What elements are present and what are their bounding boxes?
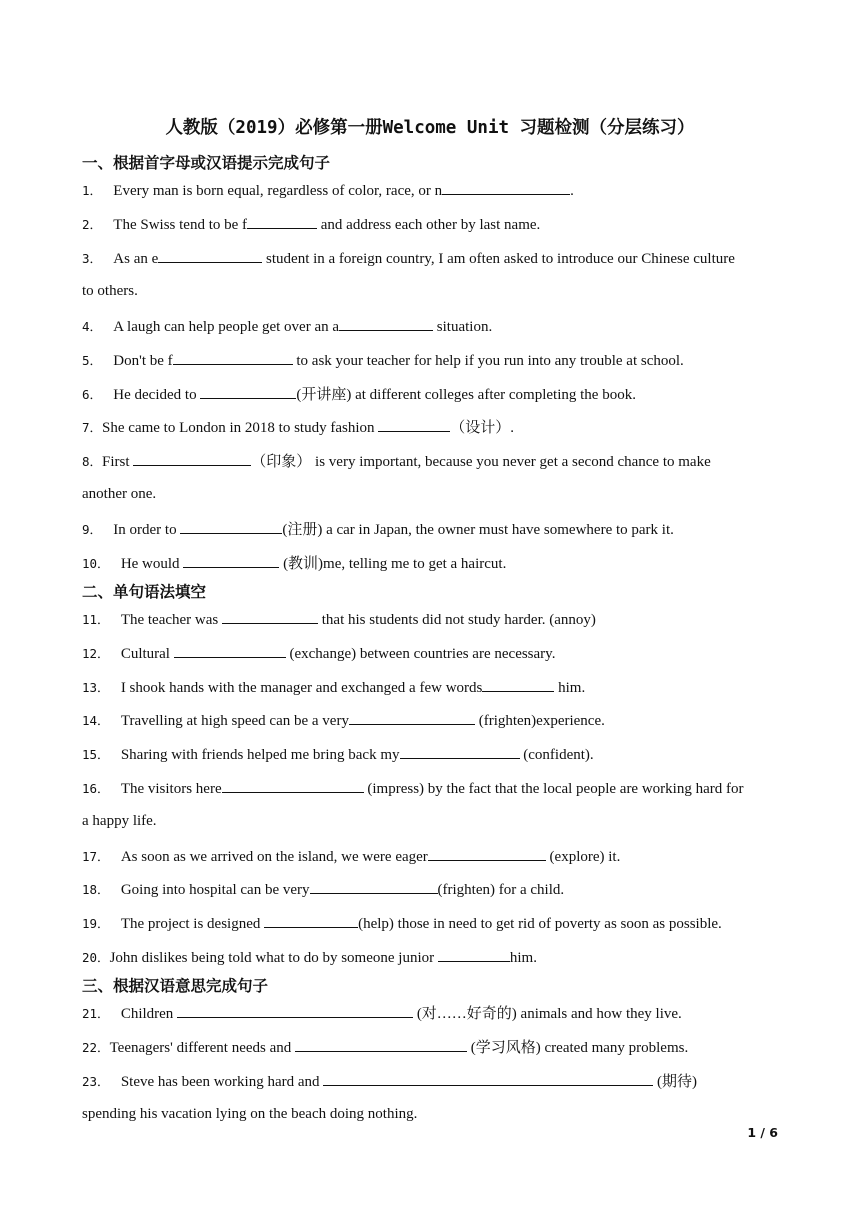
question-8	[82, 452, 782, 471]
question-text: (开讲座) at different colleges after completing the book.	[296, 387, 636, 403]
question-21	[82, 1004, 782, 1023]
question-number: 4．	[82, 319, 103, 334]
question-text: (对……好奇的) animals and how they live.	[413, 1006, 682, 1022]
question-5	[82, 351, 782, 370]
answer-blank[interactable]	[222, 610, 318, 624]
question-22	[82, 1038, 782, 1057]
question-text: student in a foreign country, I am often asked to introduce our Chinese culture	[262, 251, 735, 267]
question-text: (学习风格) created many problems.	[467, 1040, 689, 1056]
question-text: In order to	[113, 522, 181, 538]
answer-blank[interactable]	[200, 385, 296, 399]
question-14	[82, 711, 782, 730]
page-title: 人教版（2019）必修第一册Welcome Unit 习题检测（分层练习）	[165, 118, 695, 138]
answer-blank[interactable]	[323, 1072, 653, 1086]
question-text: The Swiss tend to be f	[113, 217, 248, 233]
question-text: (impress) by the fact that the local people are working hard for	[363, 781, 744, 797]
question-text: As soon as we arrived on the island, we were eager	[120, 849, 428, 865]
question-text: situation.	[433, 319, 493, 335]
section-heading-2: 二、单句语法填空	[82, 583, 207, 601]
question-number: 23．	[82, 1074, 110, 1089]
question-number: 10．	[82, 556, 110, 571]
question-text: Don't be f	[113, 353, 173, 369]
answer-blank[interactable]	[183, 554, 279, 568]
question-text: Steve has been working hard and	[120, 1074, 324, 1090]
question-number: 16．	[82, 781, 110, 796]
question-text: (教训)me, telling me to get a haircut.	[279, 556, 507, 572]
question-text: （设计）.	[450, 420, 515, 436]
question-text: (期待)	[653, 1074, 698, 1090]
question-8-continued: another one.	[82, 486, 157, 502]
question-number: 8．	[82, 454, 103, 469]
question-23-continued: spending his vacation lying on the beach doing nothing.	[82, 1106, 418, 1122]
question-text: (frighten) for a child.	[437, 882, 565, 898]
question-number: 17．	[82, 849, 110, 864]
question-text: （印象） is very important, because you never get a second chance to make	[251, 454, 711, 470]
question-text: As an e	[113, 251, 159, 267]
question-text: The project is designed	[120, 916, 265, 932]
question-text: Travelling at high speed can be a very	[120, 713, 349, 729]
answer-blank[interactable]	[349, 711, 475, 725]
question-text: to ask your teacher for help if you run into any trouble at school.	[292, 353, 684, 369]
question-number: 22．	[82, 1040, 110, 1055]
section-heading-3: 三、根据汉语意思完成句子	[82, 977, 269, 995]
question-text: First	[102, 454, 134, 470]
question-7	[82, 418, 782, 437]
answer-blank[interactable]	[173, 351, 293, 365]
question-2	[82, 215, 782, 234]
question-number: 15．	[82, 747, 110, 762]
question-10	[82, 554, 782, 573]
question-3	[82, 249, 782, 268]
question-text: him.	[509, 950, 537, 966]
question-text: A laugh can help people get over an a	[113, 319, 340, 335]
question-text: (frighten)experience.	[474, 713, 605, 729]
question-text: John dislikes being told what to do by someone junior	[109, 950, 438, 966]
question-16-continued: a happy life.	[82, 813, 157, 829]
question-number: 5．	[82, 353, 103, 368]
question-3-continued: to others.	[82, 283, 138, 299]
answer-blank[interactable]	[158, 249, 262, 263]
answer-blank[interactable]	[482, 678, 554, 692]
page-indicator: 1 / 6	[747, 1125, 778, 1140]
answer-blank[interactable]	[264, 914, 358, 928]
question-number: 21．	[82, 1006, 110, 1021]
answer-blank[interactable]	[133, 452, 251, 466]
question-9	[82, 520, 782, 539]
question-number: 2．	[82, 217, 103, 232]
answer-blank[interactable]	[295, 1038, 467, 1052]
question-16	[82, 779, 782, 798]
question-1	[82, 181, 782, 200]
question-18	[82, 880, 782, 899]
question-text: The teacher was	[120, 612, 223, 628]
answer-blank[interactable]	[378, 418, 450, 432]
question-number: 6．	[82, 387, 103, 402]
answer-blank[interactable]	[177, 1004, 413, 1018]
question-17	[82, 847, 782, 866]
question-text: him.	[554, 680, 586, 696]
question-text: He decided to	[113, 387, 201, 403]
question-text: (help) those in need to get rid of poverty as soon as possible.	[358, 916, 722, 932]
question-number: 14．	[82, 713, 110, 728]
section-heading-1: 一、根据首字母或汉语提示完成句子	[82, 154, 331, 172]
question-6	[82, 385, 782, 404]
question-12	[82, 644, 782, 663]
question-text: Going into hospital can be very	[120, 882, 310, 898]
question-text: .	[570, 183, 574, 199]
answer-blank[interactable]	[174, 644, 286, 658]
question-text: and address each other by last name.	[317, 217, 541, 233]
question-text: Children	[120, 1006, 178, 1022]
question-19	[82, 914, 782, 933]
question-15	[82, 745, 782, 764]
answer-blank[interactable]	[180, 520, 282, 534]
answer-blank[interactable]	[428, 847, 546, 861]
question-text: She came to London in 2018 to study fashion	[102, 420, 379, 436]
question-text: (exchange) between countries are necessary.	[285, 646, 556, 662]
question-text: that his students did not study harder. (annoy)	[318, 612, 596, 628]
question-20	[82, 948, 782, 967]
question-4	[82, 317, 782, 336]
answer-blank[interactable]	[339, 317, 433, 331]
question-number: 13．	[82, 680, 110, 695]
question-text: (explore) it.	[545, 849, 621, 865]
question-text: Cultural	[120, 646, 174, 662]
question-text: Sharing with friends helped me bring back my	[120, 747, 400, 763]
answer-blank[interactable]	[400, 745, 520, 759]
question-number: 12．	[82, 646, 110, 661]
question-text: (注册) a car in Japan, the owner must have somewhere to park it.	[282, 522, 674, 538]
question-13	[82, 678, 782, 697]
question-text: (confident).	[519, 747, 594, 763]
question-number: 7．	[82, 420, 103, 435]
question-text: I shook hands with the manager and exchanged a few words	[120, 680, 483, 696]
answer-blank[interactable]	[222, 779, 364, 793]
question-number: 18．	[82, 882, 110, 897]
question-text: He would	[120, 556, 184, 572]
question-text: Teenagers' different needs and	[109, 1040, 296, 1056]
answer-blank[interactable]	[442, 181, 570, 195]
question-number: 3．	[82, 251, 103, 266]
answer-blank[interactable]	[310, 880, 438, 894]
question-number: 9．	[82, 522, 103, 537]
answer-blank[interactable]	[438, 948, 510, 962]
question-text: Every man is born equal, regardless of color, race, or n	[113, 183, 443, 199]
question-number: 20．	[82, 950, 110, 965]
question-23	[82, 1072, 782, 1091]
question-text: The visitors here	[120, 781, 222, 797]
question-number: 1．	[82, 183, 103, 198]
question-number: 19．	[82, 916, 110, 931]
question-number: 11．	[82, 612, 110, 627]
question-11	[82, 610, 782, 629]
answer-blank[interactable]	[247, 215, 317, 229]
